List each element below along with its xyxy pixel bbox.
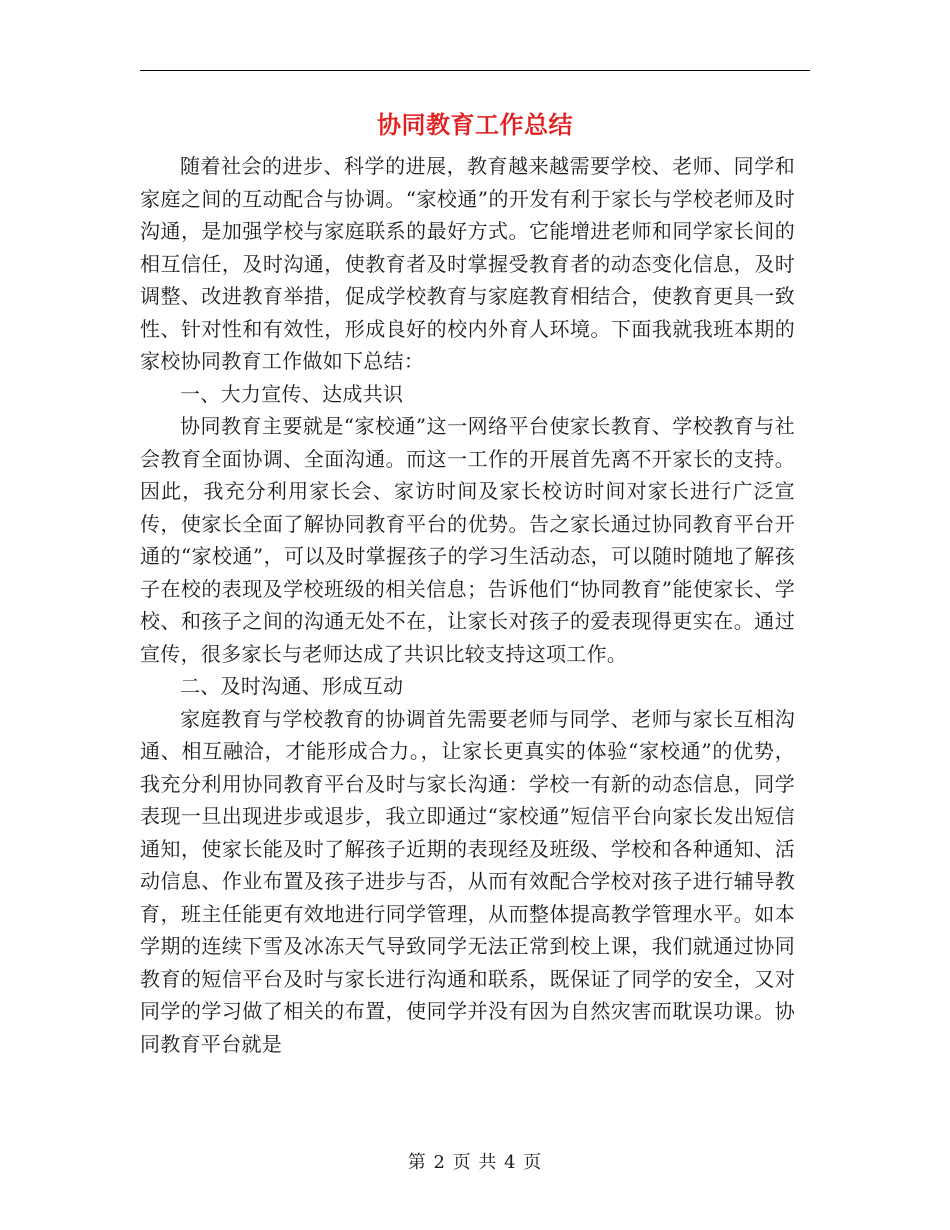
header-rule [140,70,810,71]
section-1-paragraph: 协同教育主要就是“家校通”这一网络平台使家长教育、学校教育与社会教育全面协调、全面沟通。而这一工作的开展首先离不开家长的支持。因此，我充分利用家长会、家访时间及家长校访时间对家长进行广泛宣传，使家长全面了解协同教育平台的优势。告之家长通过协同教育平台开通的“家校通”，可以及时掌握孩子的学习生活动态，可以随时随地了解孩子在校的表现及学校班级的相关信息；告诉他们“协同教育”能使家长、学校、和孩子之间的沟通无处不在，让家长对孩子的爱表现得更实在。通过宣传，很多家长与老师达成了共识比较支持这项工作。 [140,414,795,666]
intro-paragraph: 随着社会的进步、科学的进展，教育越来越需要学校、老师、同学和家庭之间的互动配合与协调。“家校通”的开发有利于家长与学校老师及时沟通，是加强学校与家庭联系的最好方式。它能增进老师和同学家长间的相互信任，及时沟通，使教育者及时掌握受教育者的动态变化信息，及时调整、改进教育举措，促成学校教育与家庭教育相结合，使教育更具一致性、针对性和有效性，形成良好的校内外育人环境。下面我就我班本期的家校协同教育工作做如下总结： [140,154,795,373]
document-body [140,150,795,1060]
page-number: 第 2 页 共 4 页 [407,1152,543,1173]
section-heading-2: 二、及时沟通、形成互动 [180,674,404,698]
section-heading-1: 一、大力宣传、达成共识 [180,381,404,406]
document-title: 协同教育工作总结 [377,110,573,139]
section-2-paragraph: 家庭教育与学校教育的协调首先需要老师与同学、老师与家长互相沟通、相互融洽，才能形成合力。，让家长更真实的体验“家校通”的优势，我充分利用协同教育平台及时与家长沟通：学校一有新的动态信息，同学表现一旦出现进步或退步，我立即通过“家校通”短信平台向家长发出短信通知，使家长能及时了解孩子近期的表现经及班级、学校和各种通知、活动信息、作业布置及孩子进步与否，从而有效配合学校对孩子进行辅导教育，班主任能更有效地进行同学管理，从而整体提高教学管理水平。如本学期的连续下雪及冰冻天气导致同学无法正常到校上课，我们就通过协同教育的短信平台及时与家长进行沟通和联系，既保证了同学的安全，又对同学的学习做了相关的布置，使同学并没有因为自然灾害而耽误功课。协同教育平台就是 [140,706,795,1056]
